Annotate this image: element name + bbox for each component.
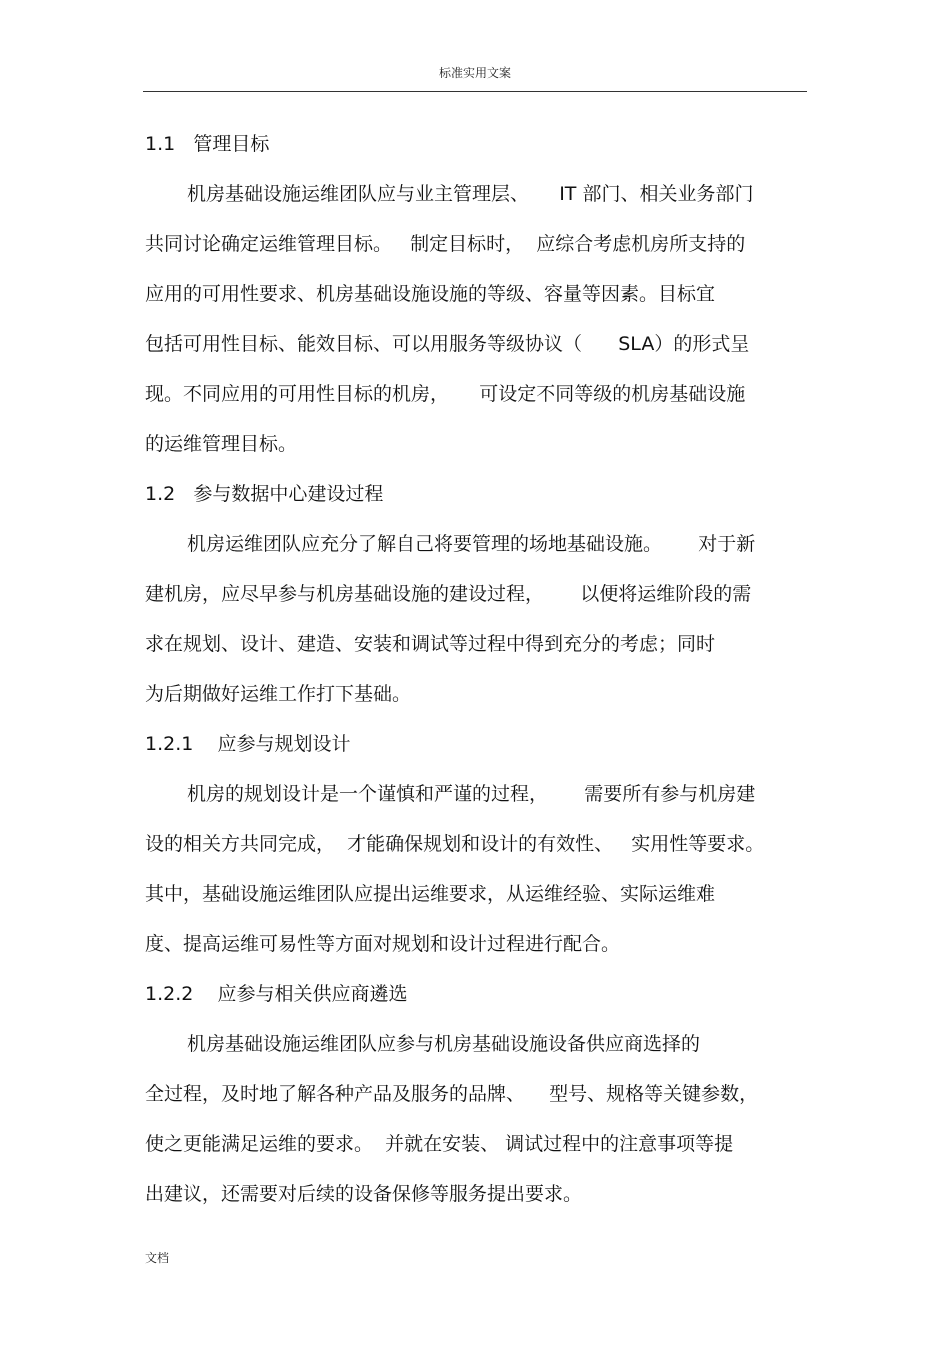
paragraph-line: 共同讨论确定运维管理目标。 制定目标时， 应综合考虑机房所支持的 <box>145 233 746 255</box>
paragraph-line: 包括可用性目标、能效目标、可以用服务等级协议（ SLA）的形式呈 <box>145 333 750 355</box>
section-heading-1-2: 1.2 参与数据中心建设过程 <box>145 483 384 505</box>
paragraph-line: 全过程，及时地了解各种产品及服务的品牌、 型号、规格等关键参数， <box>145 1083 759 1105</box>
header-divider <box>143 91 807 92</box>
page-header: 标准实用文案 <box>438 66 511 80</box>
paragraph-line: 的运维管理目标。 <box>145 433 298 455</box>
section-heading-1-2-1: 1.2.1 应参与规划设计 <box>145 733 351 755</box>
paragraph-line: 机房基础设施运维团队应参与机房基础设施设备供应商选择的 <box>187 1033 701 1055</box>
paragraph-line: 使之更能满足运维的要求。 并就在安装、 调试过程中的注意事项等提 <box>145 1133 734 1155</box>
paragraph-line: 现。不同应用的可用性目标的机房， 可设定不同等级的机房基础设施 <box>145 383 746 405</box>
paragraph-line: 其中，基础设施运维团队应提出运维要求，从运维经验、实际运维难 <box>145 883 716 905</box>
paragraph-line: 应用的可用性要求、机房基础设施设施的等级、容量等因素。目标宜 <box>145 283 716 305</box>
paragraph-line: 求在规划、设计、建造、安装和调试等过程中得到充分的考虑；同时 <box>145 633 716 655</box>
paragraph-line: 机房运维团队应充分了解自己将要管理的场地基础设施。 对于新 <box>187 533 756 555</box>
paragraph-line: 为后期做好运维工作打下基础。 <box>145 683 412 705</box>
paragraph-line: 度、提高运维可易性等方面对规划和设计过程进行配合。 <box>145 933 621 955</box>
section-heading-1-1: 1.1 管理目标 <box>145 133 270 155</box>
section-heading-1-2-2: 1.2.2 应参与相关供应商遴选 <box>145 983 408 1005</box>
paragraph-line: 设的相关方共同完成， 才能确保规划和设计的有效性、 实用性等要求。 <box>145 833 765 855</box>
paragraph-line: 机房基础设施运维团队应与业主管理层、 IT 部门、相关业务部门 <box>187 183 754 205</box>
paragraph-line: 机房的规划设计是一个谨慎和严谨的过程， 需要所有参与机房建 <box>187 783 756 805</box>
page-footer: 文档 <box>145 1251 170 1265</box>
paragraph-line: 出建议，还需要对后续的设备保修等服务提出要求。 <box>145 1183 583 1205</box>
paragraph-line: 建机房，应尽早参与机房基础设施的建设过程， 以便将运维阶段的需 <box>145 583 752 605</box>
